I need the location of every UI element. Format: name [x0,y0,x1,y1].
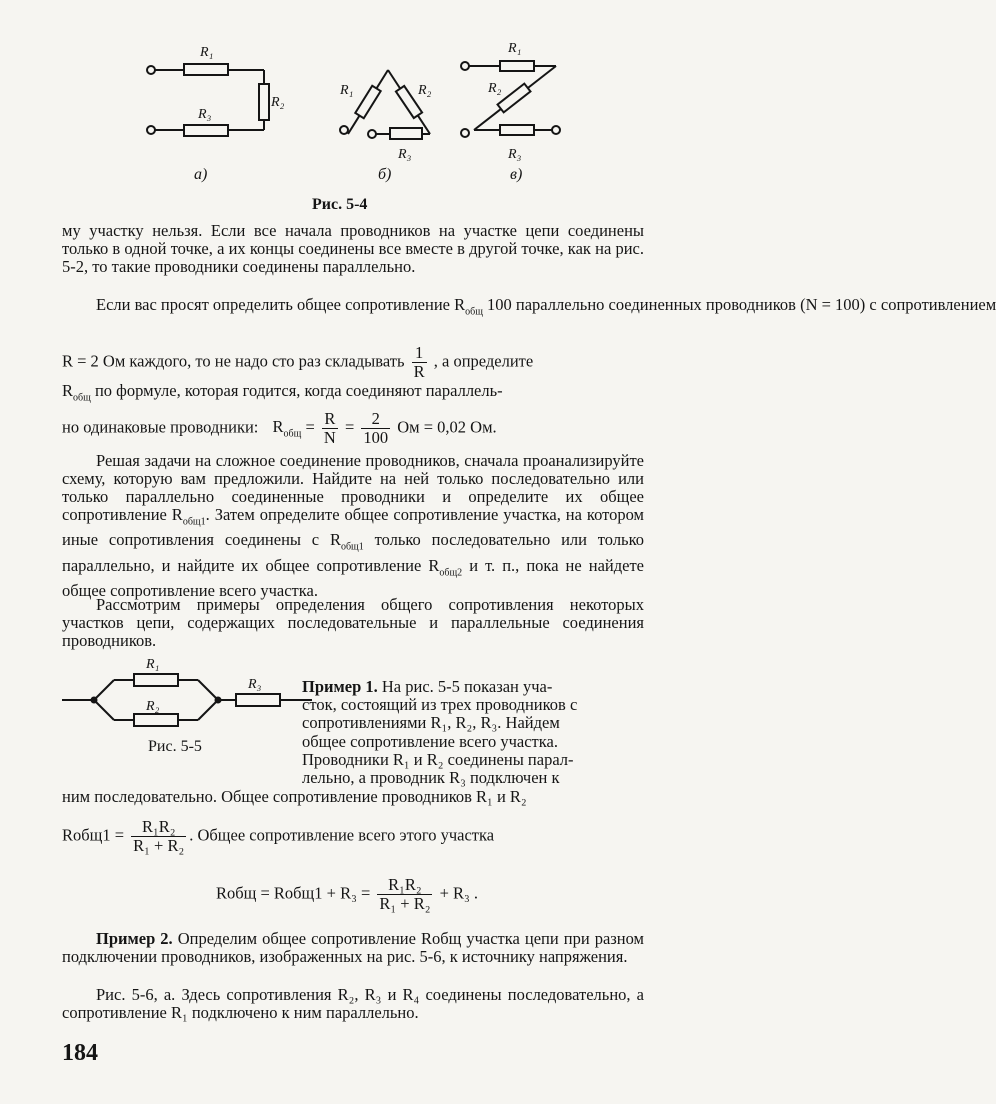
paragraph-2-line1 [62,295,996,321]
paragraph-3-line [62,344,644,381]
example-1-line3: сопротивлениями R₁, R₂, R₃. Найдем [302,713,560,733]
fraction-1-over-r [412,344,427,381]
p4-sub: общ [73,392,91,404]
f1-den: R₁ + R₂ [133,836,185,855]
figure-5-4 [140,38,570,188]
fig4b-r2-label: R₂ [418,83,432,98]
p2-text-b: 100 параллельно соединенных проводников (N = 100) с сопротивлением [482,295,996,314]
frac-num: 1 [412,344,427,363]
frac-100: 100 [363,428,389,447]
fig4b-r3-label: R₃ [398,147,412,162]
example-1-line1: На рис. 5-5 показан уча- [377,677,553,696]
p3-start: R = 2 Ом каждого, то не надо сто раз складывать [62,351,405,371]
f2-fraction [377,876,432,913]
frac-r: R [322,410,338,429]
p5-lhs-sub: общ [283,428,302,440]
example-1-line5: Проводники R₁ и R₂ соединены парал- [302,749,574,769]
figure-5-5 [62,652,322,722]
page-number: 184 [62,1040,98,1066]
frac-den: R [413,362,425,381]
fig5-r2-label: R₂ [146,699,160,714]
fig4-sub-c: в) [510,166,523,183]
fig4c-r3-label: R₃ [508,147,522,162]
example-1 [302,678,644,787]
f2-den: R₁ + R₂ [379,894,431,913]
p5-result: Ом = 0,02 Ом. [397,417,497,437]
example-2 [62,930,644,966]
paragraph-1: му участку нельзя. Если все начала проводников на участке цепи соединены только в одной точке, а их концы соединены все вместе в другой точке, как на рис. 5-2, то такие проводники соединены параллельно. [62,221,644,276]
figure-5-4-caption: Рис. 5-4 [312,196,368,213]
fig4-sub-a: а) [194,166,208,183]
p2-sub: общ [465,306,483,318]
fraction-r-over-n [322,410,338,447]
f2-lhs: Rобщ = Rобщ1 + R₃ = [216,883,371,903]
example-1-line7: ним последовательно. Общее сопротивление проводников R₁ и R₂ [62,787,527,806]
p6-sub1: общ1 [182,516,206,528]
fig5-r3-label: R₃ [248,677,262,692]
fig4b-r1-label: R₁ [340,83,354,98]
figure-5-5-caption: Рис. 5-5 [148,738,202,755]
p6-sub2: общ1 [340,541,364,553]
f1-fraction [131,818,186,855]
example-2-title: Пример 2. [96,929,173,948]
fig4c-r2-label: R₂ [488,81,502,96]
paragraph-7: Рассмотрим примеры определения общего сопротивления некоторых участков цепи, содержащих последовательные и параллельные соединения проводников. [62,595,644,650]
p6-b: . Затем определите общее сопротивление участка, на котором иные сопротивления соединены с R [62,505,644,550]
example-1-line6: лельно, а проводник R₃ подключен к [302,768,560,788]
paragraph-4-line [62,382,644,407]
f1-tail: . Общее сопротивление всего этого участка [189,825,495,845]
p4-r: R [62,381,74,400]
example-1-line4: общее сопротивление всего участка. [302,731,558,751]
p5-lhs: R [272,417,284,437]
paragraph-5-formula: но одинаковые проводники: $R_{общ}$ = $\frac{R}{N}$ = $\frac{2}{100}$ Ом = 0,02 Ом. [62,409,497,447]
formula-r-obsh1 [62,818,644,855]
p5-start: но одинаковые проводники: [62,417,259,437]
p2-text-a: Если вас просят определить общее сопротивление R [96,295,466,314]
paragraph-6 [62,452,644,600]
f1-lhs: Rобщ1 = [62,825,125,845]
example-2-figure-text: Рис. 5-6, а. Здесь сопротивления R₂, R₃ и R₄ соединены последовательно, а сопротивление R₁ подключено к ним параллельно. [62,985,644,1022]
f2-num: R₁R₂ [377,876,432,895]
p4-end: по формуле, которая годится, когда соединяют параллель- [90,381,503,400]
example-1-title: Пример 1. [302,677,378,696]
fig4a-r1-label: R₁ [200,45,214,60]
example-2-text: Определим общее сопротивление Rобщ участка цепи при разном подключении проводников, изображенных на рис. 5-6, к источнику напряжения. [62,929,644,966]
frac-2: 2 [361,410,390,429]
fig5-r1-label: R₁ [146,657,160,672]
f2-tail: + R₃ . [439,883,479,903]
f1-num: R₁R₂ [131,818,186,837]
p3-end: , а определите [433,351,534,371]
fig4-sub-b: б) [378,166,392,183]
fig4a-r3-label: R₃ [198,107,212,122]
p6-sub3: общ2 [439,566,463,578]
frac-n: N [323,428,336,447]
formula-r-obsh [216,876,478,913]
fig4c-r1-label: R₁ [508,41,522,56]
example-1-line2: сток, состоящий из трех проводников с [302,695,578,715]
fig4a-r2-label: R₂ [271,95,285,110]
p6-a: Решая задачи на сложное соединение проводников, сначала проанализируйте схему, которую вам предложили. Найдите на ней только последовательно или только параллельно соединенные проводники и определите их общее сопротивление R [62,451,644,524]
p6-c: только последовательно или только параллельно, и найдите их общее сопротивление R [62,530,645,575]
p6-d: и т. п., пока не найдете общее сопротивление всего участка. [62,555,644,600]
fraction-2-over-100 [361,410,390,447]
